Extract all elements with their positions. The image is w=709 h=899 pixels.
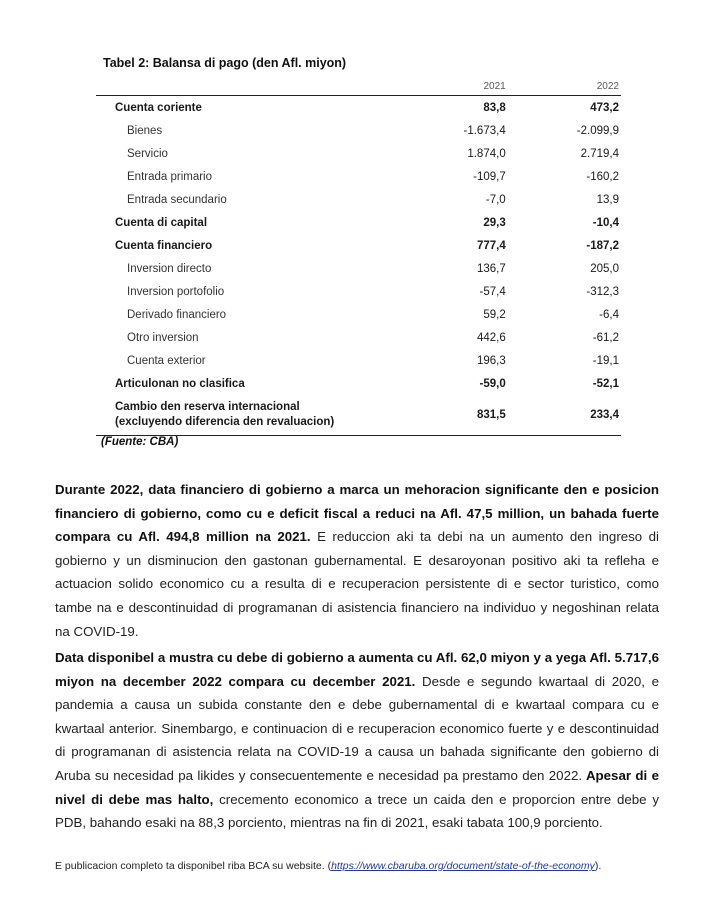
table-row [96, 96, 621, 120]
value-2021: 196,3 [476, 354, 506, 367]
row-label: Inversion directo [127, 262, 212, 275]
paragraph-lead-bold: Data disponibel a mustra cu debe di gobierno a aumenta cu Afl. 62,0 miyon y a yega Afl. 5.717,6 miyon na december 2022 compara cu december 2021. [55, 650, 659, 689]
table-row-reserve-change [96, 395, 621, 436]
value-2022: 2.719,4 [580, 147, 619, 160]
value-2022: -10,4 [592, 216, 619, 229]
row-label: Articulonan no clasifica [115, 377, 245, 390]
value-2021: -109,7 [473, 170, 506, 183]
paragraph-lead-bold: Durante 2022, data financiero di gobierno a marca un mehoracion significante den e posicion financiero di gobierno, como cu e deficit fiscal a reduci na Afl. 47,5 million, un bahada fuerte compara cu Afl. 494,8 million na 2021. [55, 482, 659, 545]
row-label: Entrada secundario [127, 193, 227, 206]
value-2022: -61,2 [592, 331, 619, 344]
table-title: Tabel 2: Balansa di pago (den Afl. miyon) [103, 56, 347, 70]
header-2022: 2022 [506, 78, 621, 96]
row-label: Servicio [127, 147, 168, 160]
header-spacer [96, 78, 392, 96]
row-label-line2: (excluyendo diferencia den revaluacion) [115, 416, 335, 428]
value-2021: 777,4 [476, 239, 506, 252]
paragraph-body: E reduccion aki ta debi na un aumento den ingreso di gobierno y un disminucion den gastonan gubernamental. E desaroyonan positivo aki ta refleha e actuacion solido economico cu a resulta di e recuperacion persistente di e sector turistico, como tambe na e descontinuidad di programanan di asistencia financiero na individuo y negoshinan relata na COVID-19. [55, 529, 660, 639]
value-2021: 831,5 [392, 395, 505, 436]
row-label: Derivado financiero [127, 308, 227, 321]
value-2022: -187,2 [586, 239, 619, 252]
table-row [96, 188, 621, 211]
table-row [96, 142, 621, 165]
website-link[interactable]: https://www.cbaruba.org/document/state-of-the-economy [331, 860, 595, 872]
value-2021: -57,4 [479, 285, 506, 298]
paragraph-body: Desde e segundo kwartaal di 2020, e pandemia a causa un subida constante den e debe gubernamental di e kwartaal compara cu e kwartaal anterior. Sinembargo, e continuacion di e recuperacion economico fuerte y e descontinuidad di programanan di asistencia relata na COVID-19 a causa un bahada significante den gobierno di Aruba su necesidad pa likides y consecuentemente e necesidad pa prestamo den 2022. [55, 673, 660, 783]
value-2022: 473,2 [590, 101, 619, 114]
value-2021: 83,8 [483, 101, 506, 114]
row-label [96, 395, 392, 436]
value-2021: 59,2 [483, 308, 506, 321]
value-2022: -6,4 [599, 308, 619, 321]
paragraph-government-finance [55, 478, 659, 643]
table-source: (Fuente: CBA) [101, 436, 179, 448]
table-row [96, 211, 621, 234]
table-row [96, 119, 621, 142]
table-row [96, 326, 621, 349]
value-2022: -312,3 [586, 285, 619, 298]
value-2021: 1.874,0 [467, 147, 506, 160]
row-label: Cuenta financiero [115, 239, 213, 252]
table-row [96, 349, 621, 372]
value-2022: 233,4 [506, 395, 621, 436]
value-2021: 442,6 [476, 331, 506, 344]
value-2021: 136,7 [476, 262, 506, 275]
value-2022: 205,0 [590, 262, 619, 275]
row-label: Otro inversion [127, 331, 199, 344]
table-row [96, 234, 621, 257]
value-2022: 13,9 [596, 193, 619, 206]
footnote-text: E publicacion completo ta disponibel riba BCA su website. ( [55, 860, 332, 872]
row-label: Cuenta di capital [115, 216, 208, 229]
row-label: Cuenta exterior [127, 354, 206, 367]
value-2021: -59,0 [479, 377, 506, 390]
table-row [96, 257, 621, 280]
value-2021: 29,3 [483, 216, 506, 229]
paragraph-bold-inline: Apesar di e nivel di debe mas halto, [55, 767, 659, 807]
value-2021: -7,0 [485, 193, 506, 206]
table-row [96, 280, 621, 303]
paragraph-body-end: crecemento economico a trece un caida den e proporcion entre debe y PDB, bahando esaki na 88,3 porciento, mientras na fin di 2021, esaki tabata 100,9 porciento. [55, 791, 659, 831]
value-2021: -1.673,4 [463, 124, 506, 137]
paragraph-government-debt [55, 646, 659, 835]
table-header-row [96, 78, 621, 96]
value-2022: -52,1 [592, 377, 619, 390]
table-row [96, 303, 621, 326]
value-2022: -2.099,9 [576, 124, 619, 137]
header-2021: 2021 [392, 78, 505, 96]
table-row [96, 165, 621, 188]
row-label: Inversion portofolio [127, 285, 225, 298]
row-label: Bienes [127, 124, 163, 137]
balance-of-payments-table [96, 78, 621, 436]
value-2022: -19,1 [592, 354, 619, 367]
row-label-line1: Cambio den reserva internacional [115, 401, 300, 413]
table-row [96, 372, 621, 395]
row-label: Cuenta coriente [115, 101, 202, 114]
value-2022: -160,2 [586, 170, 619, 183]
footnote-end: ). [594, 860, 602, 872]
footnote [55, 860, 601, 872]
row-label: Entrada primario [127, 170, 213, 183]
